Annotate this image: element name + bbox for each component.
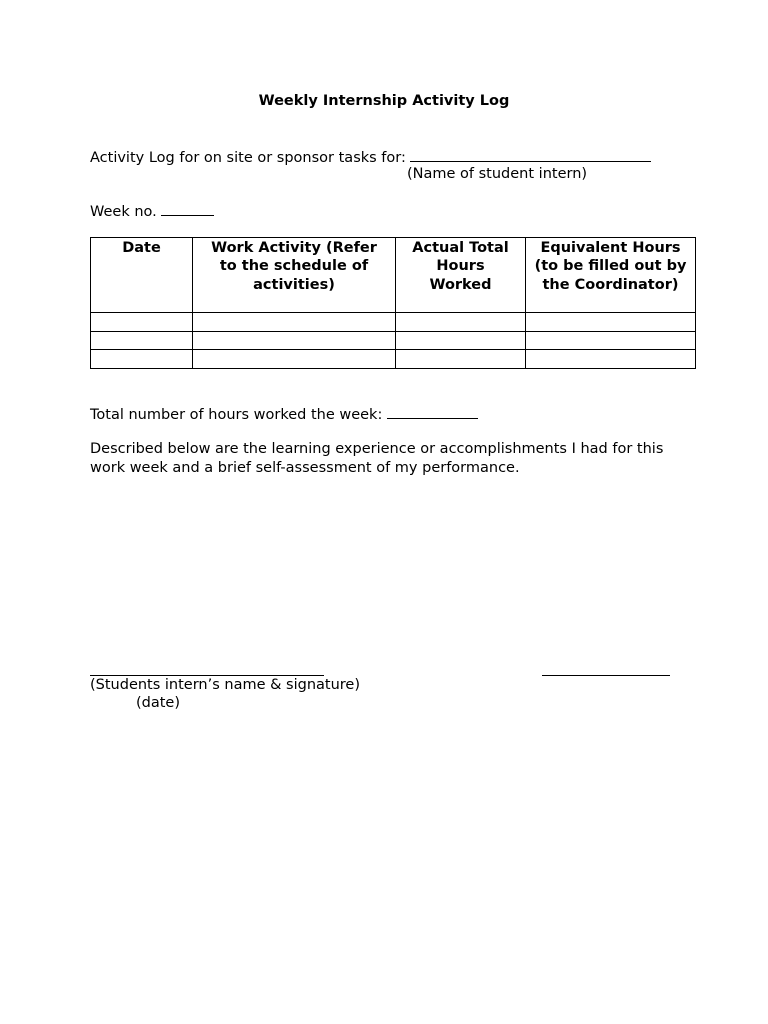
activity-table: [90, 237, 696, 369]
table-cell[interactable]: [526, 350, 696, 369]
total-hours-line: [90, 404, 478, 424]
total-hours-label: Total number of hours worked the week:: [90, 407, 387, 423]
student-name-blank[interactable]: [410, 147, 651, 162]
table-cell[interactable]: [193, 313, 396, 332]
table-cell[interactable]: [193, 331, 396, 350]
table-cell[interactable]: [91, 331, 193, 350]
table-header-row: [91, 238, 696, 313]
table-cell[interactable]: [526, 331, 696, 350]
week-label: Week no.: [90, 204, 162, 220]
week-line: [90, 201, 214, 221]
table-cell[interactable]: [91, 350, 193, 369]
header-date: Date: [91, 238, 193, 313]
table-cell[interactable]: [396, 350, 526, 369]
description-paragraph: Described below are the learning experience or accomplishments I had for this work week and a brief self-assessment of my performance.: [90, 441, 664, 476]
header-equivalent-hours: Equivalent Hours (to be filled out by the Coordinator): [526, 238, 696, 313]
name-caption: (Name of student intern): [407, 166, 588, 182]
total-hours-blank[interactable]: [387, 404, 478, 419]
activity-log-line: [90, 147, 651, 167]
table-cell[interactable]: [193, 350, 396, 369]
table-row: [91, 350, 696, 369]
signature-caption: (Students intern’s name & signature): [90, 677, 360, 693]
table-cell[interactable]: [526, 313, 696, 332]
date-caption: (date): [136, 695, 181, 711]
table-cell[interactable]: [396, 331, 526, 350]
header-work-activity: Work Activity (Refer to the schedule of activities): [193, 238, 396, 313]
table-row: [91, 331, 696, 350]
activity-log-label: Activity Log for on site or sponsor tasks for:: [90, 150, 411, 166]
table-cell[interactable]: [91, 313, 193, 332]
table-row: [91, 313, 696, 332]
table-cell[interactable]: [396, 313, 526, 332]
week-number-blank[interactable]: [161, 201, 214, 216]
date-line[interactable]: [542, 674, 670, 676]
header-actual-hours: Actual Total Hours Worked: [396, 238, 526, 313]
page-title: Weekly Internship Activity Log: [258, 93, 510, 109]
